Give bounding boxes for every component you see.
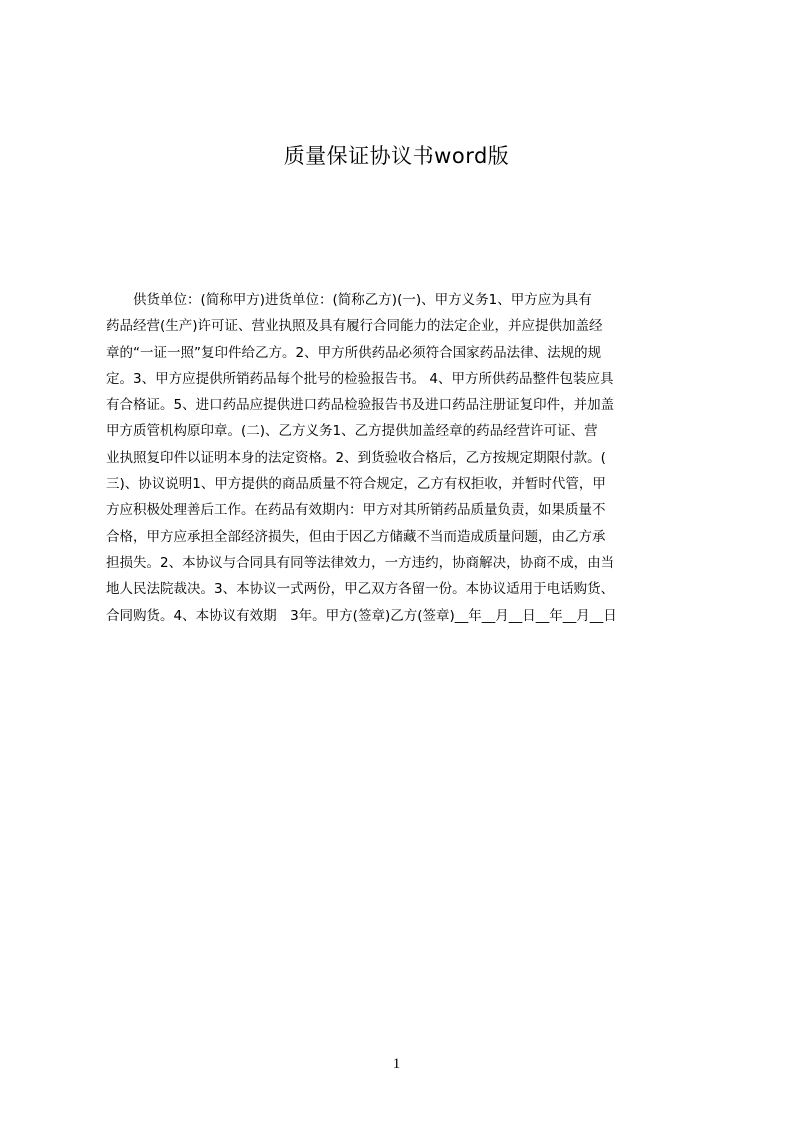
body-line: 三)、协议说明1、甲方提供的商品质量不符合规定，乙方有权拒收，并暂时代管，甲: [106, 476, 606, 493]
body-line: 有合格证。5、进口药品应提供进口药品检验报告书及进口药品注册证复印件，并加盖: [106, 397, 615, 414]
document-title: 质量保证协议书word版: [283, 144, 510, 168]
body-line: 甲方质管机构原印章。(二)、乙方义务1、乙方提供加盖经章的药品经营许可证、营: [106, 423, 598, 440]
body-line: 担损失。2、本协议与合同具有同等法律效力，一方违约，协商解决，协商不成，由当: [106, 554, 615, 571]
page-number: 1: [392, 1056, 401, 1072]
body-line: 方应积极处理善后工作。在药品有效期内：甲方对其所销药品质量负责，如果质量不: [106, 502, 606, 519]
body-line: 合格，甲方应承担全部经济损失，但由于因乙方储藏不当而造成质量问题，由乙方承: [106, 528, 606, 545]
body-line: 章的“一证一照”复印件给乙方。2、甲方所供药品必须符合国家药品法律、法规的规: [106, 344, 602, 361]
body-line: 定。3、甲方应提供所销药品每个批号的检验报告书。 4、甲方所供药品整件包装应具: [106, 370, 614, 387]
body-line: 供货单位：(简称甲方)进货单位：(简称乙方)(一)、甲方义务1、甲方应为具有: [106, 292, 592, 308]
body-line: 业执照复印件以证明本身的法定资格。2、到货验收合格后，乙方按规定期限付款。(: [106, 449, 606, 466]
body-line: 合同购货。4、本协议有效期 3年。甲方(签章)乙方(签章)__年__月__日__年__月__日: [106, 607, 617, 624]
document-body: [106, 287, 697, 629]
body-line: 药品经营(生产)许可证、营业执照及具有履行合同能力的法定企业，并应提供加盖经: [106, 318, 603, 335]
body-line: 地人民法院裁决。3、本协议一式两份，甲乙双方各留一份。本协议适用于电话购货、: [106, 581, 615, 598]
